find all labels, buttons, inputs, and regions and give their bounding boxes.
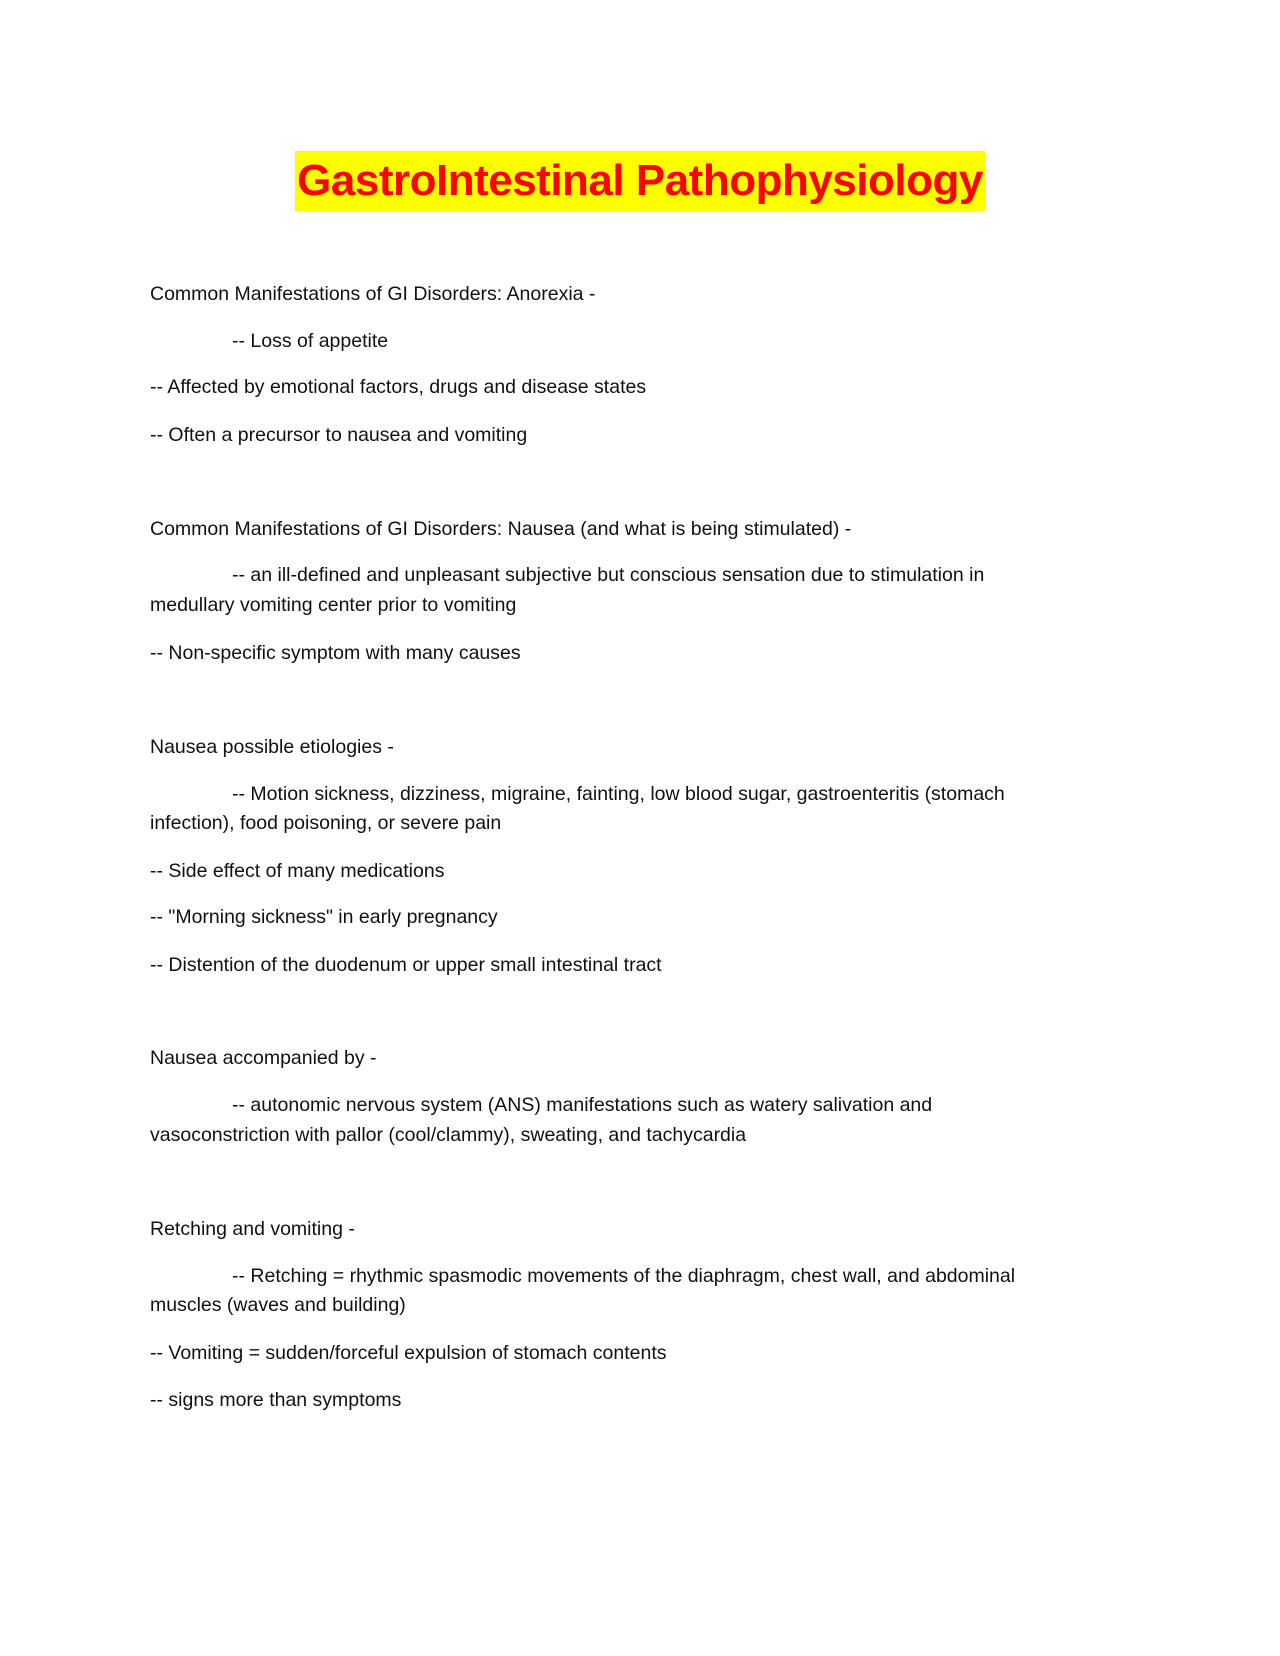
section-heading: Nausea accompanied by - <box>150 1047 377 1069</box>
section-heading: Common Manifestations of GI Disorders: Anorexia - <box>150 283 596 305</box>
text-line: -- Motion sickness, dizziness, migraine, fainting, low blood sugar, gastroenteritis (stomach <box>232 783 1005 805</box>
text-line: -- Side effect of many medications <box>150 860 445 882</box>
text-line: -- "Morning sickness" in early pregnancy <box>150 906 498 928</box>
text-line: -- Loss of appetite <box>232 330 389 352</box>
text-line: -- Non-specific symptom with many causes <box>150 642 521 664</box>
section-heading: Common Manifestations of GI Disorders: Nausea (and what is being stimulated) - <box>150 518 852 540</box>
text-line: -- Affected by emotional factors, drugs and disease states <box>150 376 647 398</box>
text-line: -- Retching = rhythmic spasmodic movements of the diaphragm, chest wall, and abdominal <box>232 1265 1016 1287</box>
text-line: infection), food poisoning, or severe pain <box>150 812 502 834</box>
text-line: -- signs more than symptoms <box>150 1389 402 1411</box>
text-line: muscles (waves and building) <box>150 1294 406 1316</box>
text-line: medullary vomiting center prior to vomiting <box>150 594 517 616</box>
text-line: -- an ill-defined and unpleasant subjective but conscious sensation due to stimulation in <box>232 564 985 586</box>
text-line: -- Vomiting = sudden/forceful expulsion of stomach contents <box>150 1342 667 1364</box>
text-line: -- Distention of the duodenum or upper small intestinal tract <box>150 954 662 976</box>
document-title: GastroIntestinal Pathophysiology <box>295 151 985 211</box>
text-line: vasoconstriction with pallor (cool/clammy), sweating, and tachycardia <box>150 1124 747 1146</box>
section-heading: Nausea possible etiologies - <box>150 736 394 758</box>
title-container <box>0 151 1280 211</box>
text-line: -- Often a precursor to nausea and vomiting <box>150 424 528 446</box>
text-line: -- autonomic nervous system (ANS) manifestations such as watery salivation and <box>232 1094 933 1116</box>
section-heading: Retching and vomiting - <box>150 1218 355 1240</box>
